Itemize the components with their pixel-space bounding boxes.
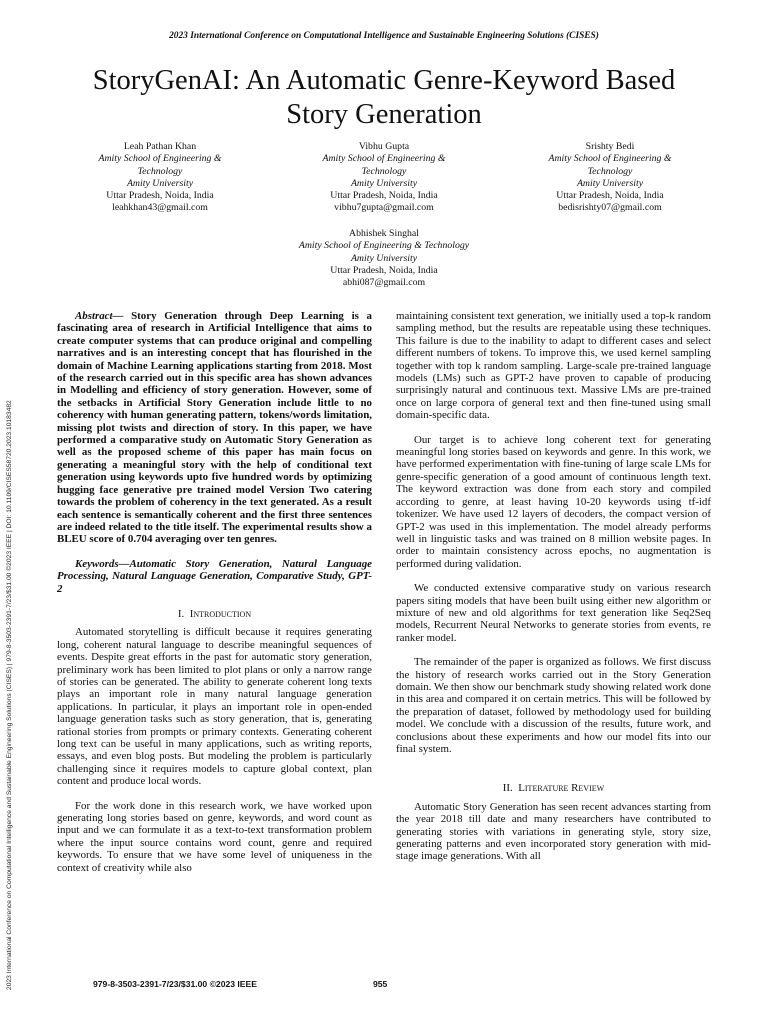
paper-title [40, 64, 728, 132]
author-university: Amity University [350, 252, 418, 264]
section-heading-literature-review [396, 782, 711, 794]
abstract [57, 310, 372, 546]
author-block-3 [510, 141, 710, 215]
title-line-2: Story Generation [286, 99, 482, 130]
author-email: leahkhan43@gmail.com [112, 202, 208, 214]
literature-paragraph-1: Automatic Story Generation has seen recent advances starting from the year 2018 till date and many researchers have contributed to generating stories with variations in generating style, story size, generating patterns and even incorporated story generation with mid-stage image generations. With all [396, 800, 711, 863]
author-university: Amity University [576, 177, 644, 189]
author-name: Srishty Bedi [585, 141, 635, 152]
author-university: Amity University [350, 177, 418, 189]
body-paragraph-target: Our target is to achieve long coherent text for generating meaningful long stories based on keywords and genre. In this work, we have performed experimentation with fine-tuning of large scale LMs for genre-specific generation of a good amount of continuous length text. The keyword extraction was done from each story and compiled according to genre, at least having 10-20 keywords using tf-idf tokenizer. We have used 12 layers of decoders, the compact version of GPT-2 was used in this implementation. The model already performs well in linguistic tasks and was trained on 8 million website pages. In order to maintain consistency across epochs, no augmentation is performed during validation. [396, 433, 711, 570]
intro-paragraph-1: Automated storytelling is difficult because it requires generating long, coherent natural language to describe meaningful sequences of events. Despite great efforts in the past for automatic story generation, preliminary work has been limited to plot plans or only a narrow range of stories can be generated. The ability to generate coherent long texts plays an important role in many natural language generation applications. In particular, it plays an important role in open-ended language generation tasks such as story generation, that is, generating rational stories from prompts or primary contexts. Generating coherent long text can be useful in many applications, such as writing reports, essays, and even blog posts. But modeling the problem is particularly challenging since it requires models to capture global context, plan content and produce local words. [57, 626, 372, 788]
author-location: Uttar Pradesh, Noida, India [330, 264, 438, 276]
author-block-4 [259, 228, 509, 289]
section-heading-introduction [57, 608, 372, 620]
author-affiliation-cont: Technology [587, 165, 633, 177]
page-number: 955 [373, 979, 388, 989]
body-paragraph-comparative: We conducted extensive comparative study on various research papers siting models that have been built using either new algorithm or mixture of new and old algorithms for text generation like Seq2Seq models, Recurrent Neural Networks to generate stories from events, re ranker model. [396, 582, 711, 644]
left-column [57, 310, 372, 874]
intro-paragraph-2: For the work done in this research work, we have worked upon generating long stories based on genre, keywords, and word count as input and we can formulate it as a text-to-text transformation problem where the input source contains word count, genre and required keywords. To ensure that we have some level of uniqueness in the context of creativity while also [57, 799, 372, 874]
abstract-text: Story Generation through Deep Learning is a fascinating area of research in Artificial Intelligence that aims to create computer systems that can produce original and compelling narratives and is an interesting concept that has flourished in the domain of Machine Learning applications starting from 2018. Most of the research carried out in this specific area has shown advances in Modelling and efficiency of story generation. However, some of the setbacks in Artificial Story Generation include little to no coherency with human generating pattern, tokens/words limitation, missing plot twists and direction of story. In this paper, we have performed a comparative study on Automatic Story Generation as well as the proposed scheme of this paper has main focus on generating a meaningful story with the help of conditional text generation using keywords upto five hundred words by optimizing hugging face generative pre trained model Version Two catering towards the problem of coherency in the text generated. As a result each sentence is semantically coherent and the first three sentences are indeed related to the title itself. The experimental results show a BLEU score of 0.704 averaging over ten genres. [57, 310, 372, 546]
author-block-2 [284, 141, 484, 215]
author-email: bedisrishty07@gmail.com [558, 202, 662, 214]
section-number: I. [177, 607, 185, 620]
author-name: Abhishek Singhal [349, 228, 419, 239]
conference-header: 2023 International Conference on Computational Intelligence and Sustainable Engineering Solutions (CISES) [169, 31, 599, 41]
abstract-label: Abstract— [75, 310, 124, 322]
author-location: Uttar Pradesh, Noida, India [106, 190, 214, 202]
author-location: Uttar Pradesh, Noida, India [556, 190, 664, 202]
body-paragraph-continued: maintaining consistent text generation, we initially used a top-k random sampling method, but the results are repeatable using these techniques. This failure is due to the inability to adapt to different cases and select different numbers of tokens. To improve this, we used kernel sampling together with top k random sampling. Large-scale pre-trained language models (LMs) such as GPT-2 have proven to capable of producing surprisingly natural and continuous text. Massive LMs are pre-trained once on large corpora of general text and then fine-tuned using small domain-specific data. [396, 310, 711, 422]
section-number: II. [502, 782, 513, 795]
author-affiliation: Amity School of Engineering & [98, 153, 222, 165]
side-doi-strip: 2023 International Conference on Computational Intelligence and Sustainable Engineering Solutions (CISES) | 979-8-3503-2391-7/23/$31.00 ©2023 IEEE | DOI: 10.1109/CISES58720.2023.10183482 [6, 400, 13, 990]
author-affiliation: Amity School of Engineering & Technology [298, 240, 470, 252]
section-title: Literature Review [518, 782, 605, 795]
keywords: Keywords—Automatic Story Generation, Natural Language Processing, Natural Language Generation, Comparative Study, GPT-2 [57, 557, 372, 595]
author-affiliation: Amity School of Engineering & [548, 153, 672, 165]
author-affiliation: Amity School of Engineering & [322, 153, 446, 165]
author-affiliation-cont: Technology [361, 165, 407, 177]
author-email: vibhu7gupta@gmail.com [334, 202, 434, 214]
author-university: Amity University [126, 177, 194, 189]
right-column [396, 310, 711, 863]
footer-copyright: 979-8-3503-2391-7/23/$31.00 ©2023 IEEE [93, 979, 258, 989]
author-block-1 [60, 141, 260, 215]
author-name: Leah Pathan Khan [123, 141, 197, 152]
section-title: Introduction [189, 607, 252, 620]
body-paragraph-organization: The remainder of the paper is organized as follows. We first discuss the history of research works carried out in the Story Generation domain. We then show our benchmark study showing related work done in this area and compared it on certain metrics. This will be followed by the preparation of dataset, followed by methodology used for building model. We conclude with a discussion of the results, future work, and conclusions about these experiments and how our model fits into our final system. [396, 656, 711, 755]
author-email: abhi087@gmail.com [342, 277, 426, 289]
author-affiliation-cont: Technology [137, 165, 183, 177]
author-location: Uttar Pradesh, Noida, India [330, 190, 438, 202]
author-name: Vibhu Gupta [358, 141, 410, 152]
title-line-1: StoryGenAI: An Automatic Genre-Keyword Based [92, 65, 676, 96]
